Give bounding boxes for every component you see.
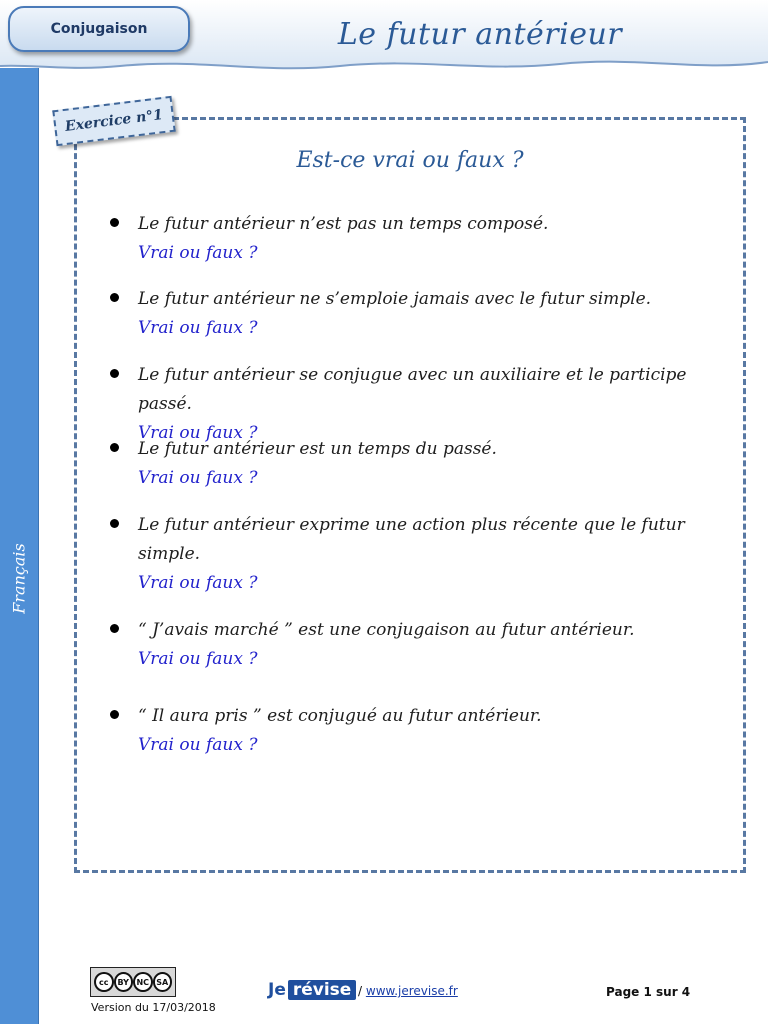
website-link-container [358, 984, 458, 998]
cc-icon: cc [94, 972, 114, 992]
subject-sidebar [0, 68, 39, 1024]
list-item [110, 702, 690, 760]
statement-text: “ Il aura pris ” est conjugué au futur antérieur. [138, 706, 542, 726]
sa-icon: SA [153, 972, 173, 992]
link-separator: / [358, 984, 363, 998]
logo-revise: révise [288, 980, 356, 1000]
subject-label: Conjugaison [50, 21, 148, 37]
page-title: Le futur antérieur [337, 16, 623, 52]
exercise-heading: Est-ce vrai ou faux ? [296, 148, 524, 173]
statement-text: Le futur antérieur est un temps du passé. [138, 439, 497, 459]
bullet-icon [110, 519, 119, 528]
exercise-tag-label: Exercice n°1 [64, 107, 164, 135]
bullet-icon [110, 443, 119, 452]
by-icon: BY [114, 972, 134, 992]
logo-je: Je [268, 980, 286, 1000]
license-badge[interactable] [90, 967, 176, 997]
bullet-icon [110, 624, 119, 633]
statement-text: “ J’avais marché ” est une conjugaison au futur antérieur. [138, 620, 635, 640]
statement-text: Le futur antérieur n’est pas un temps composé. [138, 214, 549, 234]
true-false-answer[interactable]: Vrai ou faux ? [138, 573, 258, 593]
sidebar-label: Français [9, 542, 29, 614]
true-false-answer[interactable]: Vrai ou faux ? [138, 423, 258, 443]
true-false-answer[interactable]: Vrai ou faux ? [138, 649, 258, 669]
list-item [110, 285, 690, 343]
list-item [110, 435, 690, 493]
jerevise-logo [268, 978, 356, 1002]
subject-badge [8, 6, 190, 52]
bullet-icon [110, 218, 119, 227]
nc-icon: NC [133, 972, 153, 992]
bullet-icon [110, 369, 119, 378]
list-item [110, 210, 690, 268]
version-text: Version du 17/03/2018 [91, 1001, 216, 1014]
list-item [110, 511, 690, 598]
statement-text: Le futur antérieur ne s’emploie jamais avec le futur simple. [138, 289, 652, 309]
statement-text: Le futur antérieur exprime une action plus récente que le futur simple. [138, 515, 685, 564]
sidebar-label-container [3, 538, 35, 618]
statement-text: Le futur antérieur se conjugue avec un auxiliaire et le participe passé. [138, 365, 687, 414]
list-item [110, 616, 690, 674]
website-link[interactable]: www.jerevise.fr [365, 984, 458, 998]
page-number: Page 1 sur 4 [606, 985, 691, 999]
true-false-answer[interactable]: Vrai ou faux ? [138, 735, 258, 755]
bullet-icon [110, 710, 119, 719]
true-false-answer[interactable]: Vrai ou faux ? [138, 468, 258, 488]
true-false-answer[interactable]: Vrai ou faux ? [138, 318, 258, 338]
true-false-answer[interactable]: Vrai ou faux ? [138, 243, 258, 263]
bullet-icon [110, 293, 119, 302]
